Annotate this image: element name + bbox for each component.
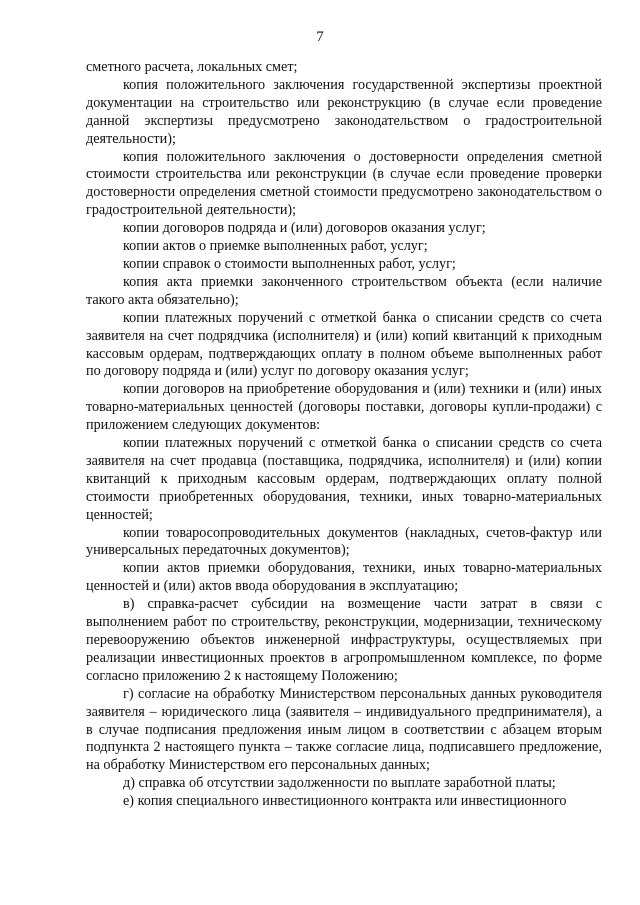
paragraph-14: г) согласие на обработку Министерством персональных данных руководителя заявителя – юридического лица (заявителя – индивидуального предпринимателя), а в случае подписания предложения иным лицом в соответствии с абзацем вторым подпункта 2 настоящего пункта – также согласие лица, подписавшего предложение, на обработку Министерством его персональных данных; xyxy=(86,685,602,774)
paragraph-10: копии платежных поручений с отметкой банка о списании средств со счета заявителя на счет продавца (поставщика, подрядчика, исполнителя) и (или) копии квитанций к приходным кассовым ордерам, подтверждающих оплату полной стоимости приобретенных оборудования, техники, иных товарно-материальных ценностей; xyxy=(86,435,602,523)
paragraph-9: копии договоров на приобретение оборудования и (или) техники и (или) иных товарно-материальных ценностей (договоры поставки, договоры купли-продажи) с приложением следующих документов: xyxy=(86,381,602,434)
paragraph-1: сметного расчета, локальных смет; xyxy=(86,59,298,75)
paragraph-16: е) копия специального инвестиционного контракта или инвестиционного xyxy=(123,793,567,810)
paragraph-11: копии товаросопроводительных документов (накладных, счетов-фактур или универсальных передаточных документов); xyxy=(86,524,602,559)
page-number: 7 xyxy=(316,29,324,45)
paragraph-3: копия положительного заключения о достоверности определения сметной стоимости строительства или реконструкции (в случае если проведение проверки достоверности определения сметной стоимости предусмотрено законодательством о градостроительной деятельности); xyxy=(86,148,602,219)
paragraph-12: копии актов приемки оборудования, техники, иных товарно-материальных ценностей и (или) актов ввода оборудования в эксплуатацию; xyxy=(86,560,602,595)
document-body xyxy=(86,59,602,811)
paragraph-13: в) справка-расчет субсидии на возмещение части затрат в связи с выполнением работ по строительству, реконструкции, модернизации, техническому перевооружению объектов инженерной инфраструктуры, осуществляемых при реализации инвестиционных проектов в агропромышленном комплексе, по форме согласно приложению 2 к настоящему Положению; xyxy=(86,596,602,684)
paragraph-4: копии договоров подряда и (или) договоров оказания услуг; xyxy=(123,220,486,237)
paragraph-6: копии справок о стоимости выполненных работ, услуг; xyxy=(123,255,456,272)
paragraph-5: копии актов о приемке выполненных работ, услуг; xyxy=(123,238,428,255)
paragraph-8: копии платежных поручений с отметкой банка о списании средств со счета заявителя на счет подрядчика (исполнителя) и (или) копий квитанций к приходным кассовым ордерам, подтверждающих оплату в полном объеме выполненных работ по договору подряда и (или) услуг по договору оказания услуг; xyxy=(86,309,602,380)
paragraph-2: копия положительного заключения государственной экспертизы проектной документации на строительство или реконструкцию (в случае если проведение данной экспертизы предусмотрено законодательством о градостроительной деятельности); xyxy=(86,76,602,147)
paragraph-15: д) справка об отсутствии задолженности по выплате заработной платы; xyxy=(123,775,556,792)
paragraph-7: копия акта приемки законченного строительством объекта (если наличие такого акта обязательно); xyxy=(86,273,602,308)
